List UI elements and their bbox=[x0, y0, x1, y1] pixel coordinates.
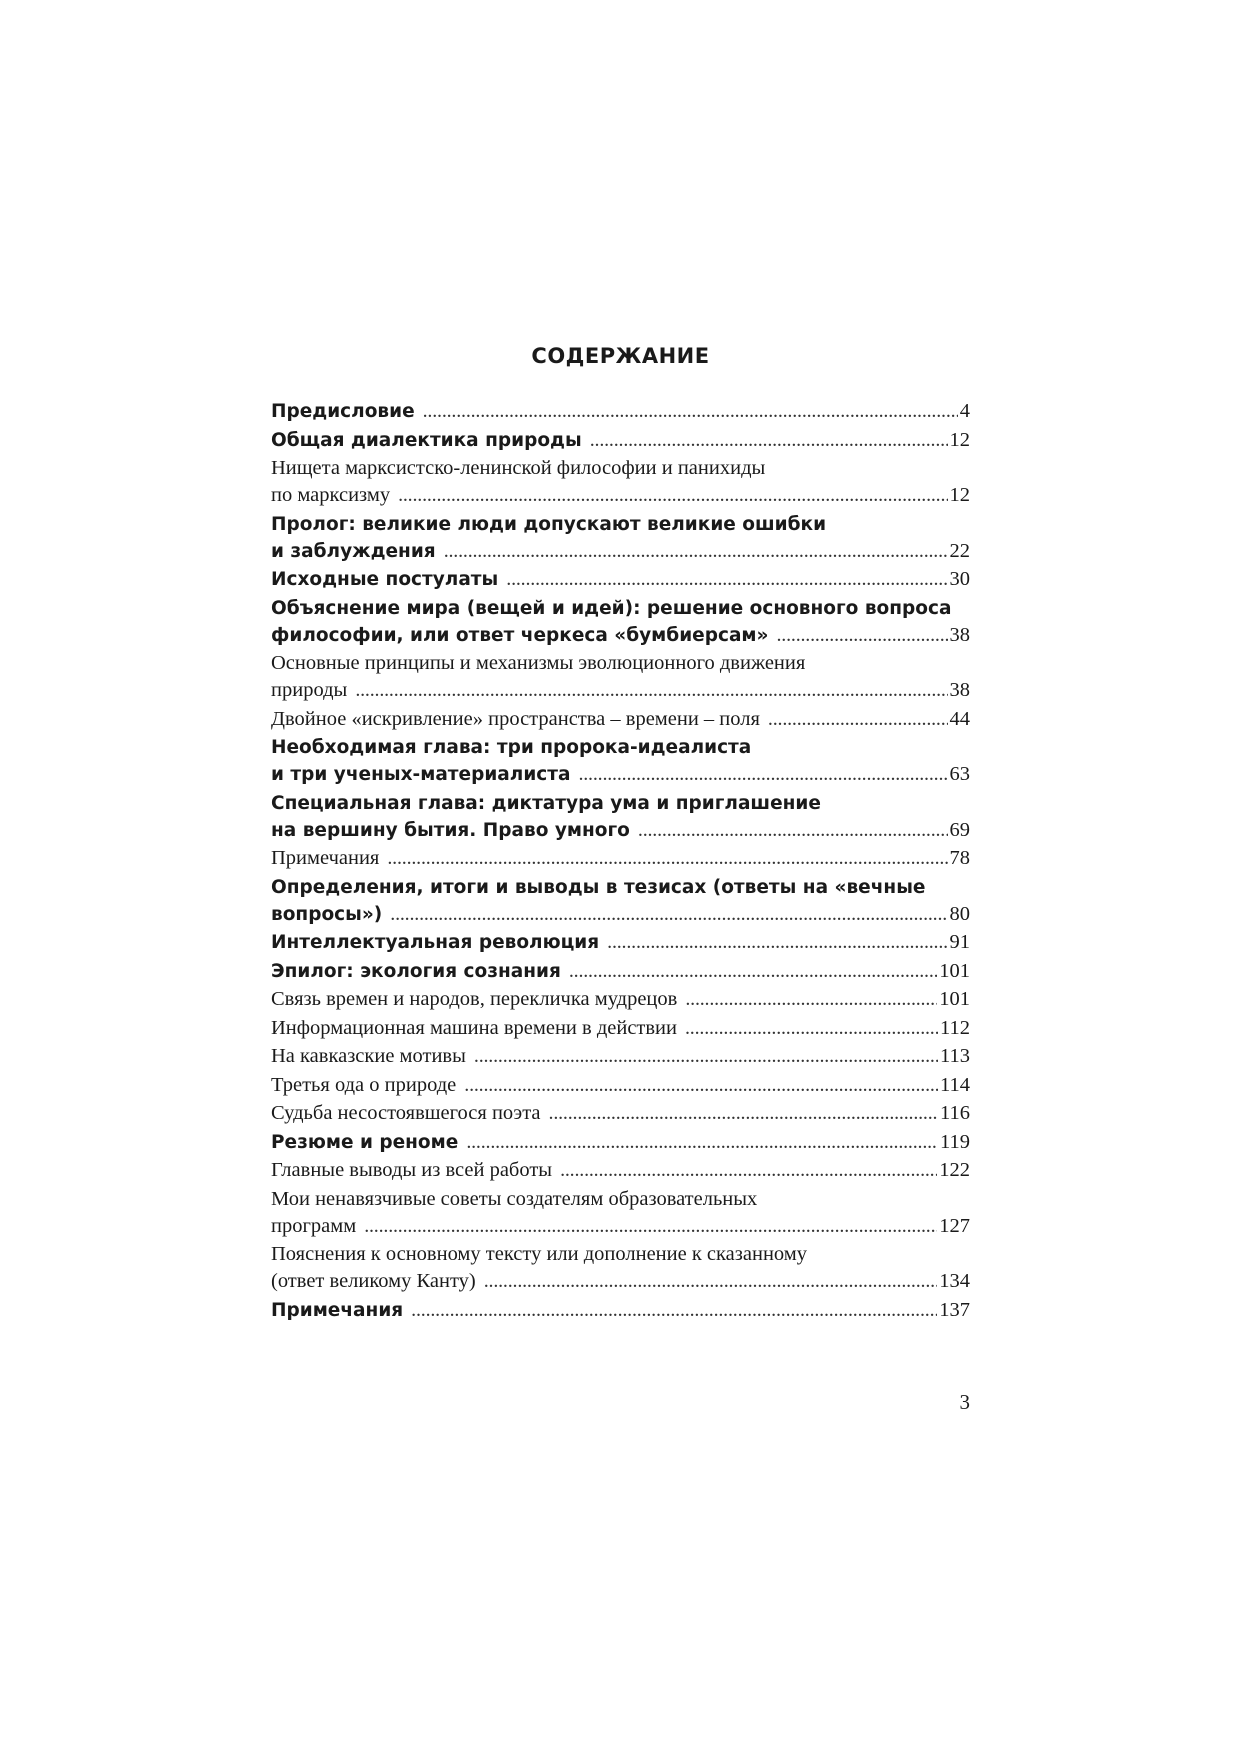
toc-entry-line bbox=[271, 790, 970, 817]
toc-entry-line bbox=[271, 455, 970, 482]
toc-entry[interactable] bbox=[271, 874, 970, 928]
toc-entry-title: природы bbox=[271, 679, 348, 701]
toc-entry-title: Нищета марксистско-ленинской философии и панихиды bbox=[271, 457, 766, 479]
toc-entry-title: Информационная машина времени в действии bbox=[271, 1016, 677, 1039]
toc-entry-title: Главные выводы из всей работы bbox=[271, 1159, 553, 1181]
toc-entry[interactable] bbox=[271, 1043, 970, 1070]
toc-entry-title: Связь времен и народов, перекличка мудрецов bbox=[271, 988, 678, 1010]
dot-leader bbox=[590, 427, 948, 454]
toc-entry[interactable] bbox=[271, 706, 970, 733]
toc-entry-page: 101 bbox=[939, 959, 970, 982]
toc-entry-title: Исходные постулаты bbox=[271, 569, 499, 590]
toc-entry[interactable] bbox=[271, 511, 970, 565]
toc-entry-page: 78 bbox=[949, 847, 970, 869]
toc-entry-page: 12 bbox=[949, 484, 970, 506]
toc-entry-line bbox=[271, 511, 970, 538]
toc-entry-page: 69 bbox=[949, 818, 970, 841]
toc-entry-title: вопросы») bbox=[271, 903, 383, 925]
toc-entry-title: Примечания bbox=[271, 1299, 404, 1321]
toc-entry-page: 38 bbox=[949, 623, 970, 646]
dot-leader bbox=[777, 622, 948, 649]
toc-entry[interactable] bbox=[271, 566, 970, 593]
toc-entry-title: на вершину бытия. Право умного bbox=[271, 819, 630, 841]
dot-leader bbox=[444, 538, 948, 565]
toc-entry-page: 80 bbox=[949, 902, 970, 925]
toc-entry-title: Двойное «искривление» пространства – времени – поля bbox=[271, 707, 760, 730]
toc-entry-page: 122 bbox=[939, 1159, 970, 1181]
toc-entry-title: Пояснения к основному тексту или дополнение к сказанному bbox=[271, 1243, 807, 1265]
toc-entry-page: 101 bbox=[939, 988, 970, 1010]
toc-entry[interactable] bbox=[271, 986, 970, 1013]
toc-entry-line bbox=[271, 958, 970, 985]
toc-entry-line bbox=[271, 1072, 970, 1099]
toc-entry-title: Определения, итоги и выводы в тезисах (ответы на «вечные bbox=[271, 876, 926, 898]
dot-leader bbox=[390, 901, 947, 928]
page-title: СОДЕРЖАНИЕ bbox=[531, 344, 710, 368]
toc-entry-page: 134 bbox=[939, 1270, 970, 1292]
toc-entry-page: 137 bbox=[939, 1298, 970, 1321]
toc-entry-title: философии, или ответ черкеса «бумбиерсам» bbox=[271, 624, 769, 646]
toc-entry[interactable] bbox=[271, 1241, 970, 1295]
toc-entry[interactable] bbox=[271, 1157, 970, 1184]
toc-entry-page: 112 bbox=[940, 1016, 970, 1039]
toc-entry-line bbox=[271, 566, 970, 593]
toc-entry-line bbox=[271, 761, 970, 788]
toc-entry-title: Мои ненавязчивые советы создателям образовательных bbox=[271, 1187, 758, 1210]
toc-entry-line bbox=[271, 1157, 970, 1184]
toc-entry-line bbox=[271, 1186, 970, 1213]
toc-entry-title: Судьба несостоявшегося поэта bbox=[271, 1102, 541, 1124]
toc-entry-line bbox=[271, 706, 970, 733]
toc-entry[interactable] bbox=[271, 958, 970, 985]
dot-leader bbox=[364, 1213, 937, 1240]
toc-entry-title: Специальная глава: диктатура ума и приглашение bbox=[271, 792, 821, 814]
dot-leader bbox=[474, 1043, 938, 1070]
toc-entry-title: Общая диалектика природы bbox=[271, 429, 582, 451]
toc-entry-title: Примечания bbox=[271, 847, 380, 869]
dot-leader bbox=[685, 1015, 938, 1042]
dot-leader bbox=[387, 845, 947, 872]
toc-entry-page: 63 bbox=[949, 763, 970, 785]
toc-entry-title: Основные принципы и механизмы эволюционного движения bbox=[271, 652, 806, 674]
page-number: 3 bbox=[959, 1390, 970, 1414]
toc-entry-line bbox=[271, 1297, 970, 1324]
dot-leader bbox=[464, 1072, 938, 1099]
toc-entry-title: программ bbox=[271, 1214, 357, 1237]
toc-entry-page: 127 bbox=[939, 1214, 970, 1237]
toc-entry[interactable] bbox=[271, 398, 970, 425]
toc-entry-line bbox=[271, 398, 970, 425]
dot-leader bbox=[355, 677, 947, 704]
toc-entry-page: 12 bbox=[949, 428, 970, 451]
dot-leader bbox=[768, 706, 948, 733]
toc-entry-line bbox=[271, 482, 970, 509]
toc-entry[interactable] bbox=[271, 455, 970, 509]
toc-entry-page: 113 bbox=[940, 1045, 970, 1067]
dot-leader bbox=[685, 986, 937, 1013]
dot-leader bbox=[638, 817, 948, 844]
toc-entry-line bbox=[271, 677, 970, 704]
toc-entry[interactable] bbox=[271, 1297, 970, 1324]
toc-entry-page: 114 bbox=[940, 1073, 970, 1096]
toc-entry[interactable] bbox=[271, 734, 970, 788]
toc-entry-line bbox=[271, 650, 970, 677]
toc-entry[interactable] bbox=[271, 1100, 970, 1127]
dot-leader bbox=[607, 929, 947, 956]
toc-entry-page: 22 bbox=[949, 539, 970, 562]
toc-entry-line bbox=[271, 817, 970, 844]
toc-entry-line bbox=[271, 1015, 970, 1042]
toc-entry-page: 44 bbox=[949, 707, 970, 730]
toc-entry-line bbox=[271, 595, 970, 622]
toc-entry-line bbox=[271, 427, 970, 454]
toc-entry-line bbox=[271, 1241, 970, 1268]
toc-entry-line bbox=[271, 1100, 970, 1127]
toc-entry-title: Предисловие bbox=[271, 401, 415, 422]
toc-entry-title: Пролог: великие люди допускают великие ошибки bbox=[271, 513, 827, 535]
toc-entry-page: 91 bbox=[949, 931, 970, 953]
toc-entry[interactable] bbox=[271, 929, 970, 956]
dot-leader bbox=[569, 958, 937, 985]
toc-entry-title: Необходимая глава: три пророка-идеалиста bbox=[271, 737, 752, 758]
toc-entry-title: и три ученых-материалиста bbox=[271, 764, 571, 785]
dot-leader bbox=[466, 1129, 938, 1156]
dot-leader bbox=[578, 761, 947, 788]
toc-entry-page: 119 bbox=[940, 1130, 970, 1153]
toc-entry-page: 4 bbox=[959, 400, 970, 422]
toc-entry-title: Объяснение мира (вещей и идей): решение основного вопроса bbox=[271, 597, 952, 619]
toc-entry[interactable] bbox=[271, 1129, 970, 1156]
dot-leader bbox=[423, 398, 958, 425]
dot-leader bbox=[560, 1157, 937, 1184]
toc-entry[interactable] bbox=[271, 1015, 970, 1042]
toc-entry-title: Резюме и реноме bbox=[271, 1131, 459, 1153]
toc-entry-title: (ответ великому Канту) bbox=[271, 1270, 476, 1292]
toc-entry-title: Интеллектуальная революция bbox=[271, 932, 600, 953]
dot-leader bbox=[484, 1268, 938, 1295]
toc-entry[interactable] bbox=[271, 790, 970, 844]
toc-entry-line bbox=[271, 901, 970, 928]
toc-entry[interactable] bbox=[271, 1186, 970, 1240]
toc-entry[interactable] bbox=[271, 845, 970, 872]
toc-entry-page: 116 bbox=[940, 1102, 970, 1124]
toc-entry-line bbox=[271, 1129, 970, 1156]
toc-entry-line bbox=[271, 929, 970, 956]
toc-entry-page: 38 bbox=[949, 679, 970, 701]
toc-entry-line bbox=[271, 538, 970, 565]
toc-entry-title: На кавказские мотивы bbox=[271, 1045, 466, 1067]
dot-leader bbox=[506, 566, 947, 593]
toc-entry[interactable] bbox=[271, 650, 970, 704]
dot-leader bbox=[411, 1297, 937, 1324]
table-of-contents bbox=[271, 398, 970, 1325]
toc-entry[interactable] bbox=[271, 595, 970, 649]
toc-entry[interactable] bbox=[271, 427, 970, 454]
toc-entry[interactable] bbox=[271, 1072, 970, 1099]
toc-entry-title: по марксизму bbox=[271, 484, 391, 506]
toc-entry-line bbox=[271, 845, 970, 872]
toc-entry-line bbox=[271, 986, 970, 1013]
dot-leader bbox=[398, 482, 947, 509]
toc-entry-title: и заблуждения bbox=[271, 540, 436, 562]
toc-entry-line bbox=[271, 622, 970, 649]
toc-entry-line bbox=[271, 734, 970, 761]
toc-entry-page: 30 bbox=[949, 568, 970, 590]
toc-entry-line bbox=[271, 1213, 970, 1240]
toc-entry-line bbox=[271, 874, 970, 901]
dot-leader bbox=[549, 1100, 938, 1127]
toc-entry-line bbox=[271, 1268, 970, 1295]
toc-entry-title: Эпилог: экология сознания bbox=[271, 960, 561, 982]
toc-entry-title: Третья ода о природе bbox=[271, 1073, 457, 1096]
toc-entry-line bbox=[271, 1043, 970, 1070]
